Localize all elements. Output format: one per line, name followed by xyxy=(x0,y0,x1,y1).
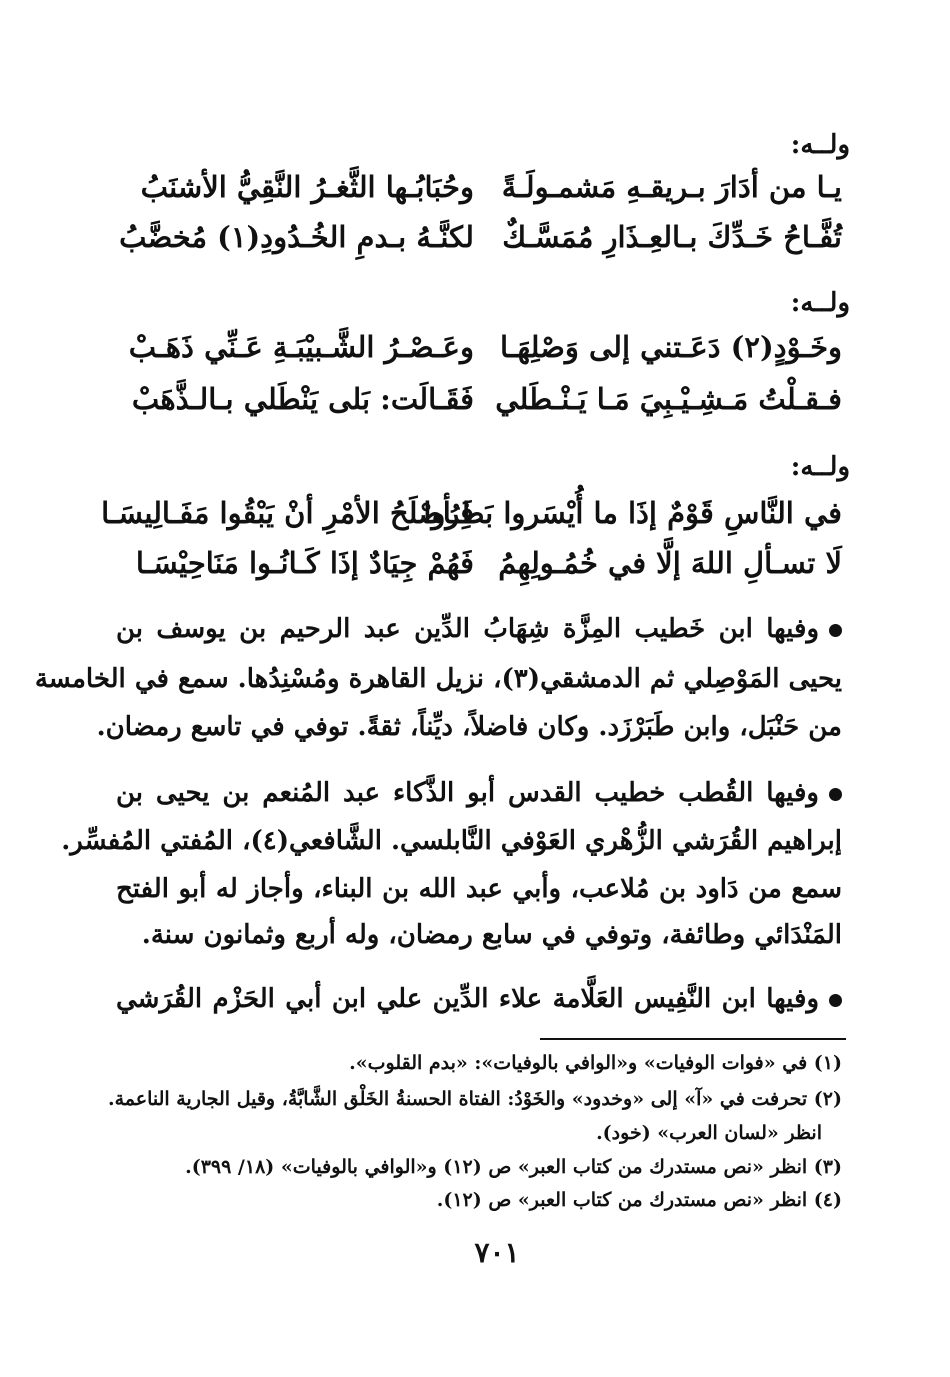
verse-first-hemistich: فـقـلْتُ مَـشِـيْـبِيَ مَـا يَـنْـطَلي xyxy=(495,382,842,416)
footnote-divider xyxy=(540,1038,846,1040)
verse-first-hemistich: وخَـوْدٍ(٢) دَعَـتني إلى وَصْلِهَـا xyxy=(499,330,842,364)
page-number: ٧٠١ xyxy=(474,1236,520,1269)
entry-paragraph-line: وفيها القُطب خطيب القدس أبو الذَّكاء عبد المُنعم بن يحيى بن xyxy=(116,778,842,808)
verse-second-hemistich: فَـأصْلَحُ الأمْرِ أنْ يَبْقُوا مَفَـالِيسَـا xyxy=(101,496,474,530)
entry-paragraph-line: يحيى المَوْصِلي ثم الدمشقي(٣)، نزيل القاهرة ومُسْنِدُها. سمع في الخامسة xyxy=(34,664,842,694)
entry-paragraph-line: وفيها ابن خَطيب المِزَّة شِهَابُ الدِّين عبد الرحيم بن يوسف بن xyxy=(116,614,842,644)
entry-paragraph-line: من حَنْبَل، وابن طَبَرْزَد. وكان فاضلاً، ديِّناً، ثقةً. توفي في تاسع رمضان. xyxy=(96,712,842,742)
entry-paragraph-line: سمع من دَاود بن مُلاعب، وأبي عبد الله بن البناء، وأجاز له أبو الفتح xyxy=(116,874,842,904)
footnote-continuation: انظر «لسان العرب» (خود). xyxy=(596,1122,822,1144)
footnote: (١) في «فوات الوفيات» و«الوافي بالوفيات»: «بدم القلوب». xyxy=(349,1052,842,1074)
verse-second-hemistich: وحُبَابُـها الثَّغـرُ النَّقِيُّ الأشنَبُ xyxy=(140,170,474,204)
entry-paragraph-line: المَنْدَائي وطائفة، وتوفي في سابع رمضان، وله أربع وثمانون سنة. xyxy=(141,920,842,950)
poem-intro: ولــه: xyxy=(790,288,850,318)
verse-first-hemistich: يـا من أدَارَ بـريقـهِ مَشمـولَـةً xyxy=(501,170,842,204)
verse-second-hemistich: لكنَّـهُ بـدمِ الخُـدُودِ(١) مُخضَّبُ xyxy=(119,220,474,254)
bullet-icon xyxy=(829,624,842,637)
bullet-icon xyxy=(829,994,842,1007)
verse-second-hemistich: فَقَـالَت: بَلى يَنْطَلي بـالـذَّهَبْ xyxy=(131,382,474,416)
poem-intro: ولــه: xyxy=(790,130,850,160)
bullet-icon xyxy=(829,788,842,801)
entry-paragraph-line: وفيها ابن النَّفِيس العَلَّامة علاء الدِّين علي ابن أبي الحَزْم القُرَشي xyxy=(116,984,842,1014)
entry-paragraph-line: إبراهيم القُرَشي الزُّهْري العَوْفي النَّابلسي. الشَّافعي(٤)، المُفتي المُفسِّر. xyxy=(61,826,842,856)
footnote: (٤) انظر «نص مستدرك من كتاب العبر» ص (١٢). xyxy=(436,1189,842,1211)
verse-first-hemistich: تُفَّـاحُ خَـدِّكَ بـالعِـذَارِ مُمَسَّـكٌ xyxy=(502,220,842,254)
footnote: (٣) انظر «نص مستدرك من كتاب العبر» ص (١٢) و«الوافي بالوفيات» (١٨/ ٣٩٩). xyxy=(185,1156,842,1178)
footnote: (٢) تحرفت في «آ» إلى «وخدود» والخَوْدُ: الفتاة الحسنةُ الخَلْق الشَّابَّةُ، وقيل الجارية الناعمة. xyxy=(107,1088,842,1110)
verse-first-hemistich: لَا تسـألِ اللهَ إلَّا في خُمُـولِهِمُ xyxy=(498,546,842,580)
verse-first-hemistich: في النَّاسِ قَوْمٌ إذَا ما أُيْسَروا بَطِرُوا xyxy=(423,496,842,530)
verse-second-hemistich: وعَـصْـرُ الشَّـبيْبَـةِ عَـنِّي ذَهَـبْ xyxy=(128,330,474,364)
poem-intro: ولــه: xyxy=(790,452,850,482)
verse-second-hemistich: فَهُمْ جِيَادٌ إذَا كَـانُـوا مَنَاحِيْسَـا xyxy=(135,546,474,580)
